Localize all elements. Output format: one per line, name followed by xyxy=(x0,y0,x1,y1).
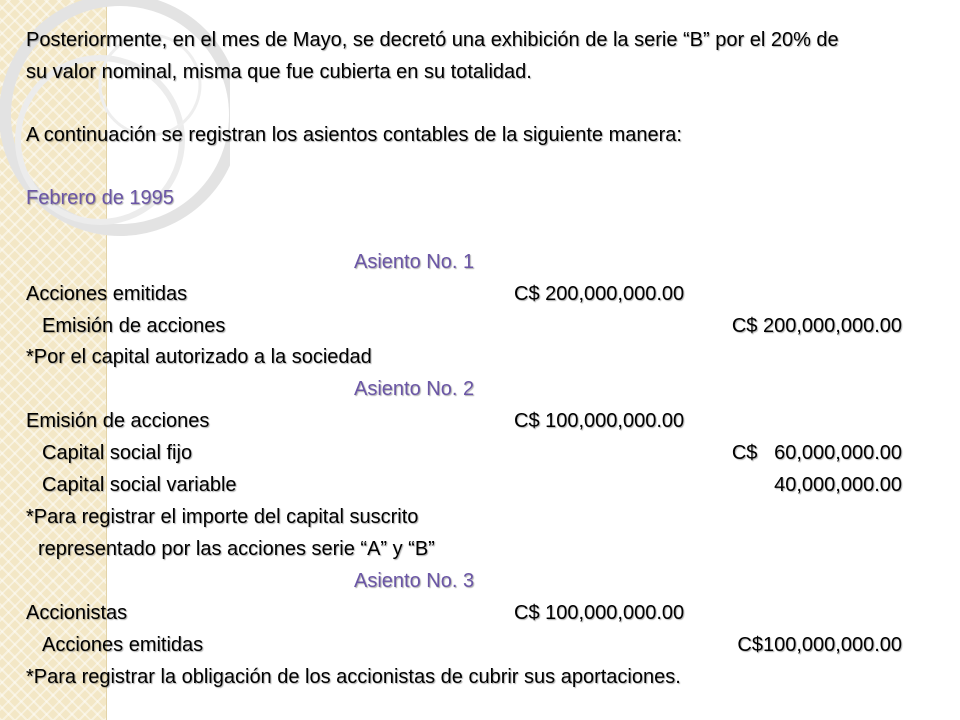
entry-1-heading: Asiento No. 1 xyxy=(354,251,475,273)
entry-2-note-line-1: *Para registrar el importe del capital suscrito xyxy=(26,506,419,528)
entry-2-debit-account: Emisión de acciones xyxy=(26,410,210,432)
entry-1-debit-amount: C$ 200,000,000.00 xyxy=(514,283,685,305)
entry-3-debit-account: Accionistas xyxy=(26,602,128,624)
entry-3-credit-account: Acciones emitidas xyxy=(42,634,204,656)
entry-2-credit-account-1: Capital social fijo xyxy=(42,442,193,464)
entry-1-note: *Por el capital autorizado a la sociedad xyxy=(26,346,372,368)
intro-line-3: A continuación se registran los asientos contables de la siguiente manera: xyxy=(26,124,682,146)
entry-1-debit-account: Acciones emitidas xyxy=(26,283,188,305)
entry-3-credit-amount: C$100,000,000.00 xyxy=(737,634,902,656)
entry-3-note: *Para registrar la obligación de los accionistas de cubrir sus aportaciones. xyxy=(26,666,681,688)
entry-1-credit-amount: C$ 200,000,000.00 xyxy=(731,315,902,337)
intro-line-1: Posteriormente, en el mes de Mayo, se decretó una exhibición de la serie “B” por el 20% de xyxy=(26,29,839,51)
entry-2-debit-amount: C$ 100,000,000.00 xyxy=(514,410,685,432)
entry-1-credit-account: Emisión de acciones xyxy=(42,315,226,337)
entry-2-note-line-2: representado por las acciones serie “A” y “B” xyxy=(38,538,435,560)
entry-2-heading: Asiento No. 2 xyxy=(354,378,475,400)
period-heading: Febrero de 1995 xyxy=(26,187,174,209)
entry-2-credit-account-2: Capital social variable xyxy=(42,474,237,496)
entry-2-credit-amount-2: 40,000,000.00 xyxy=(774,474,902,496)
intro-line-2: su valor nominal, misma que fue cubierta en su totalidad. xyxy=(26,61,532,83)
entry-3-heading: Asiento No. 3 xyxy=(354,570,475,592)
entry-3-debit-amount: C$ 100,000,000.00 xyxy=(514,602,685,624)
entry-2-credit-amount-1: C$ 60,000,000.00 xyxy=(731,442,902,464)
